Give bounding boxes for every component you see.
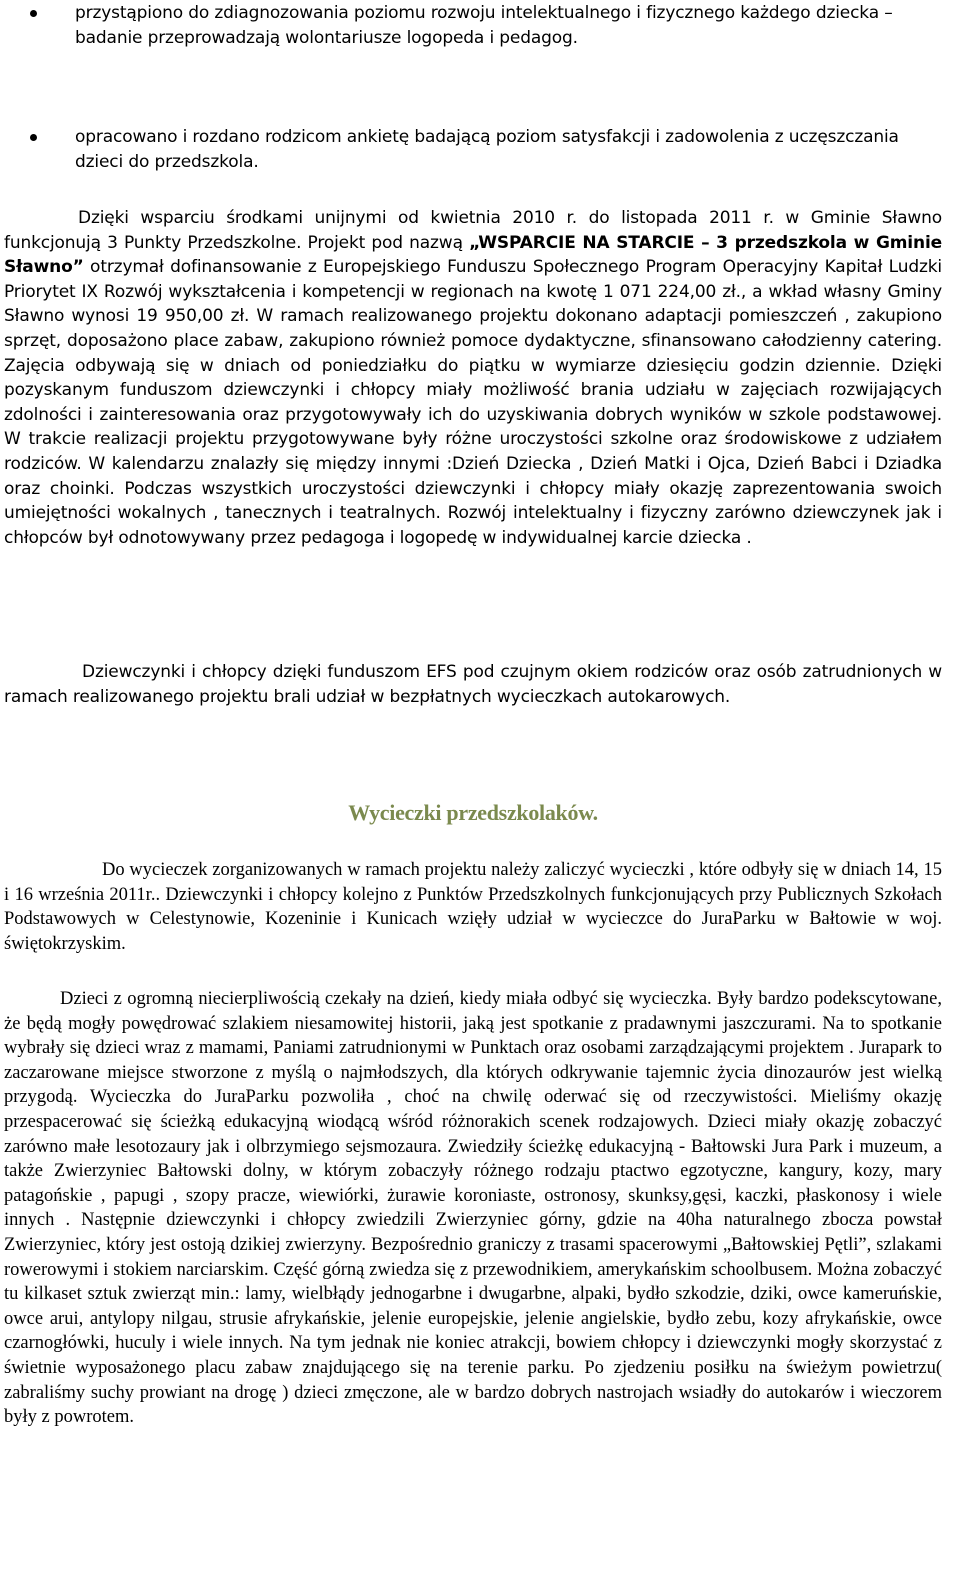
trip-intro-paragraph — [4, 858, 942, 956]
project-paragraph — [4, 206, 942, 550]
project-name: „WSPARCIE NA STARCIE – 3 przedszkola w Gminie Sławno” — [4, 232, 942, 278]
efs-paragraph — [4, 660, 942, 709]
bullet-text: przystąpiono do zdiagnozowania poziomu rozwoju intelektualnego i fizycznego każdego dziecka – badanie przeprowadzają wolontariusze logopeda i pedagog. — [75, 3, 893, 48]
document-body — [4, 0, 942, 1428]
bullet-list — [4, 0, 942, 172]
bullet-dot-icon — [30, 10, 37, 17]
bullet-item — [4, 125, 942, 174]
section-heading: Wycieczki przedszkolaków. — [348, 800, 598, 825]
trip-description-paragraph — [4, 987, 942, 1430]
bullet-dot-icon — [30, 134, 37, 141]
trip-description-text: Dzieci z ogromną niecierpliwością czekały na dzień, kiedy miała odbyć się wycieczka. Były bardzo podekscytowane, że będą mogły powędrować szlakiem niesamowitej historii, jaką jest spotkanie z pradawnymi jaszczurami. Na to spotkanie wybrały się dzieci wraz z mamami, Paniami zatrudnionymi w Punktach oraz osobami zarządzającymi projektem . Jurapark to zaczarowane miejsce stworzone z myślą o najmłodszych, dla których odkrywanie tajemnic życia dinozaurów jest wielką przygodą. Wycieczka do JuraParku pozwoliła , choć na chwilę oderwać się od rzeczywistości. Mieliśmy okazję przespacerować się ścieżką edukacyjną wiodącą wśród różnorakich scenek rodzajowych. Dzieci miały okazję zobaczyć zarówno małe lesotozaury jak i olbrzymiego sejsmozaura. Zwiedziły ścieżkę edukacyjną - Bałtowski Jura Park i muzeum, a także Zwierzyniec Bałtowski dolny, w którym zobaczyły różnego rodzaju ptactwo egzotyczne, kangury, kozy, mary patagońskie , papugi , szopy pracze, wiewiórki, żurawie koroniaste, ostronosy, skunksy,gęsi, kaczki, płaskonosy i wiele innych . Następnie dziewczynki i chłopcy zwiedzili Zwierzyniec górny, gdzie na 40ha naturalnego zbocza powstał Zwierzyniec, który jest ostoją dzikiej zwierzyny. Bezpośrednio graniczy z trasami spacerowymi „Bałtowskiej Pętli”, szlakami rowerowymi i stokiem narciarskim. Część górną zwiedza się z przewodnikiem, amerykańskim schoolbusem. Można zobaczyć tu kilkaset sztuk zwierząt min.: lamy, wielbłądy jednogarbne i dwugarbne, alpaki, bydło szkodzie, dziki, owce kameruńskie, owce arui, antylopy nilgau, strusie afrykańskie, jelenie europejskie, jelenie angielskie, bydło zebu, kozy afrykańskie, owce czarnogłówki, huculy i wiele innych. Na tym jednak nie koniec atrakcji, bowiem chłopcy i dziewczynki mogły skorzystać z świetnie wyposażonego placu zabaw znajdującego się na terenie parku. Po zjedzeniu posiłku na świeżym powietrzu( zabraliśmy suchy prowiant na drogę ) dzieci zmęczone, ale w bardzo dobrych nastrojach wsiadły do autokarów i wieczorem były z powrotem. — [4, 989, 942, 1428]
efs-paragraph-text: Dziewczynki i chłopcy dzięki funduszom EFS pod czujnym okiem rodziców oraz osób zatrudnionych w ramach realizowanego projektu brali udział w bezpłatnych wycieczkach autokarowych. — [4, 662, 942, 707]
project-intro-text: Dzięki wsparciu środkami unijnymi od kwietnia 2010 r. do listopada 2011 r. w Gminie Sławno funkcjonują 3 Punkty Przedszkolne. Projekt pod nazwą — [4, 208, 942, 253]
bullet-text: opracowano i rozdano rodzicom ankietę badającą poziom satysfakcji i zadowolenia z uczęszczania dzieci do przedszkola. — [75, 127, 899, 172]
trip-intro-text: Do wycieczek zorganizowanych w ramach projektu należy zaliczyć wycieczki , które odbyły się w dniach 14, 15 i 16 września 2011r.. Dziewczynki i chłopcy kolejno z Punktów Przedszkolnych funkcjonujących przy Publicznych Szkołach Podstawowych w Celestynowie, Kozeninie i Kunicach wzięły udział w wycieczce do JuraParku w Bałtowie w woj. świętokrzyskim. — [4, 860, 942, 954]
bullet-item — [4, 1, 942, 50]
project-body-text: otrzymał dofinansowanie z Europejskiego Funduszu Społecznego Program Operacyjny Kapitał Ludzki Priorytet IX Rozwój wykształcenia i kompetencji w regionach na kwotę 1 071 224,00 zł., a wkład własny Gminy Sławno wynosi 19 950,00 zł. W ramach realizowanego projektu dokonano adaptacji pomieszczeń , zakupiono sprzęt, doposażono place zabaw, zakupiono również pomoce dydaktyczne, sfinansowano całodzienny catering. Zajęcia odbywają się w dniach od poniedziałku do piątku w wymiarze dziesięciu godzin dziennie. Dzięki pozyskanym funduszom dziewczynki i chłopcy miały możliwość brania udziału w zajęciach rozwijających zdolności i zainteresowania oraz przygotowywały ich do uzyskiwania dobrych wyników w szkole podstawowej. W trakcie realizacji projektu przygotowywane były różne uroczystości szkolne oraz środowiskowe z udziałem rodziców. W kalendarzu znalazły się między innymi :Dzień Dziecka , Dzień Matki i Ojca, Dzień Babci i Dziadka oraz choinki. Podczas wszystkich uroczystości dziewczynki i chłopcy miały okazję zaprezentowania swoich umiejętności wokalnych , tanecznych i teatralnych. Rozwój intelektualny i fizyczny zarówno dziewczynek jak i chłopców był odnotowywany przez pedagoga i logopedę w indywidualnej karcie dziecka . — [4, 257, 942, 548]
